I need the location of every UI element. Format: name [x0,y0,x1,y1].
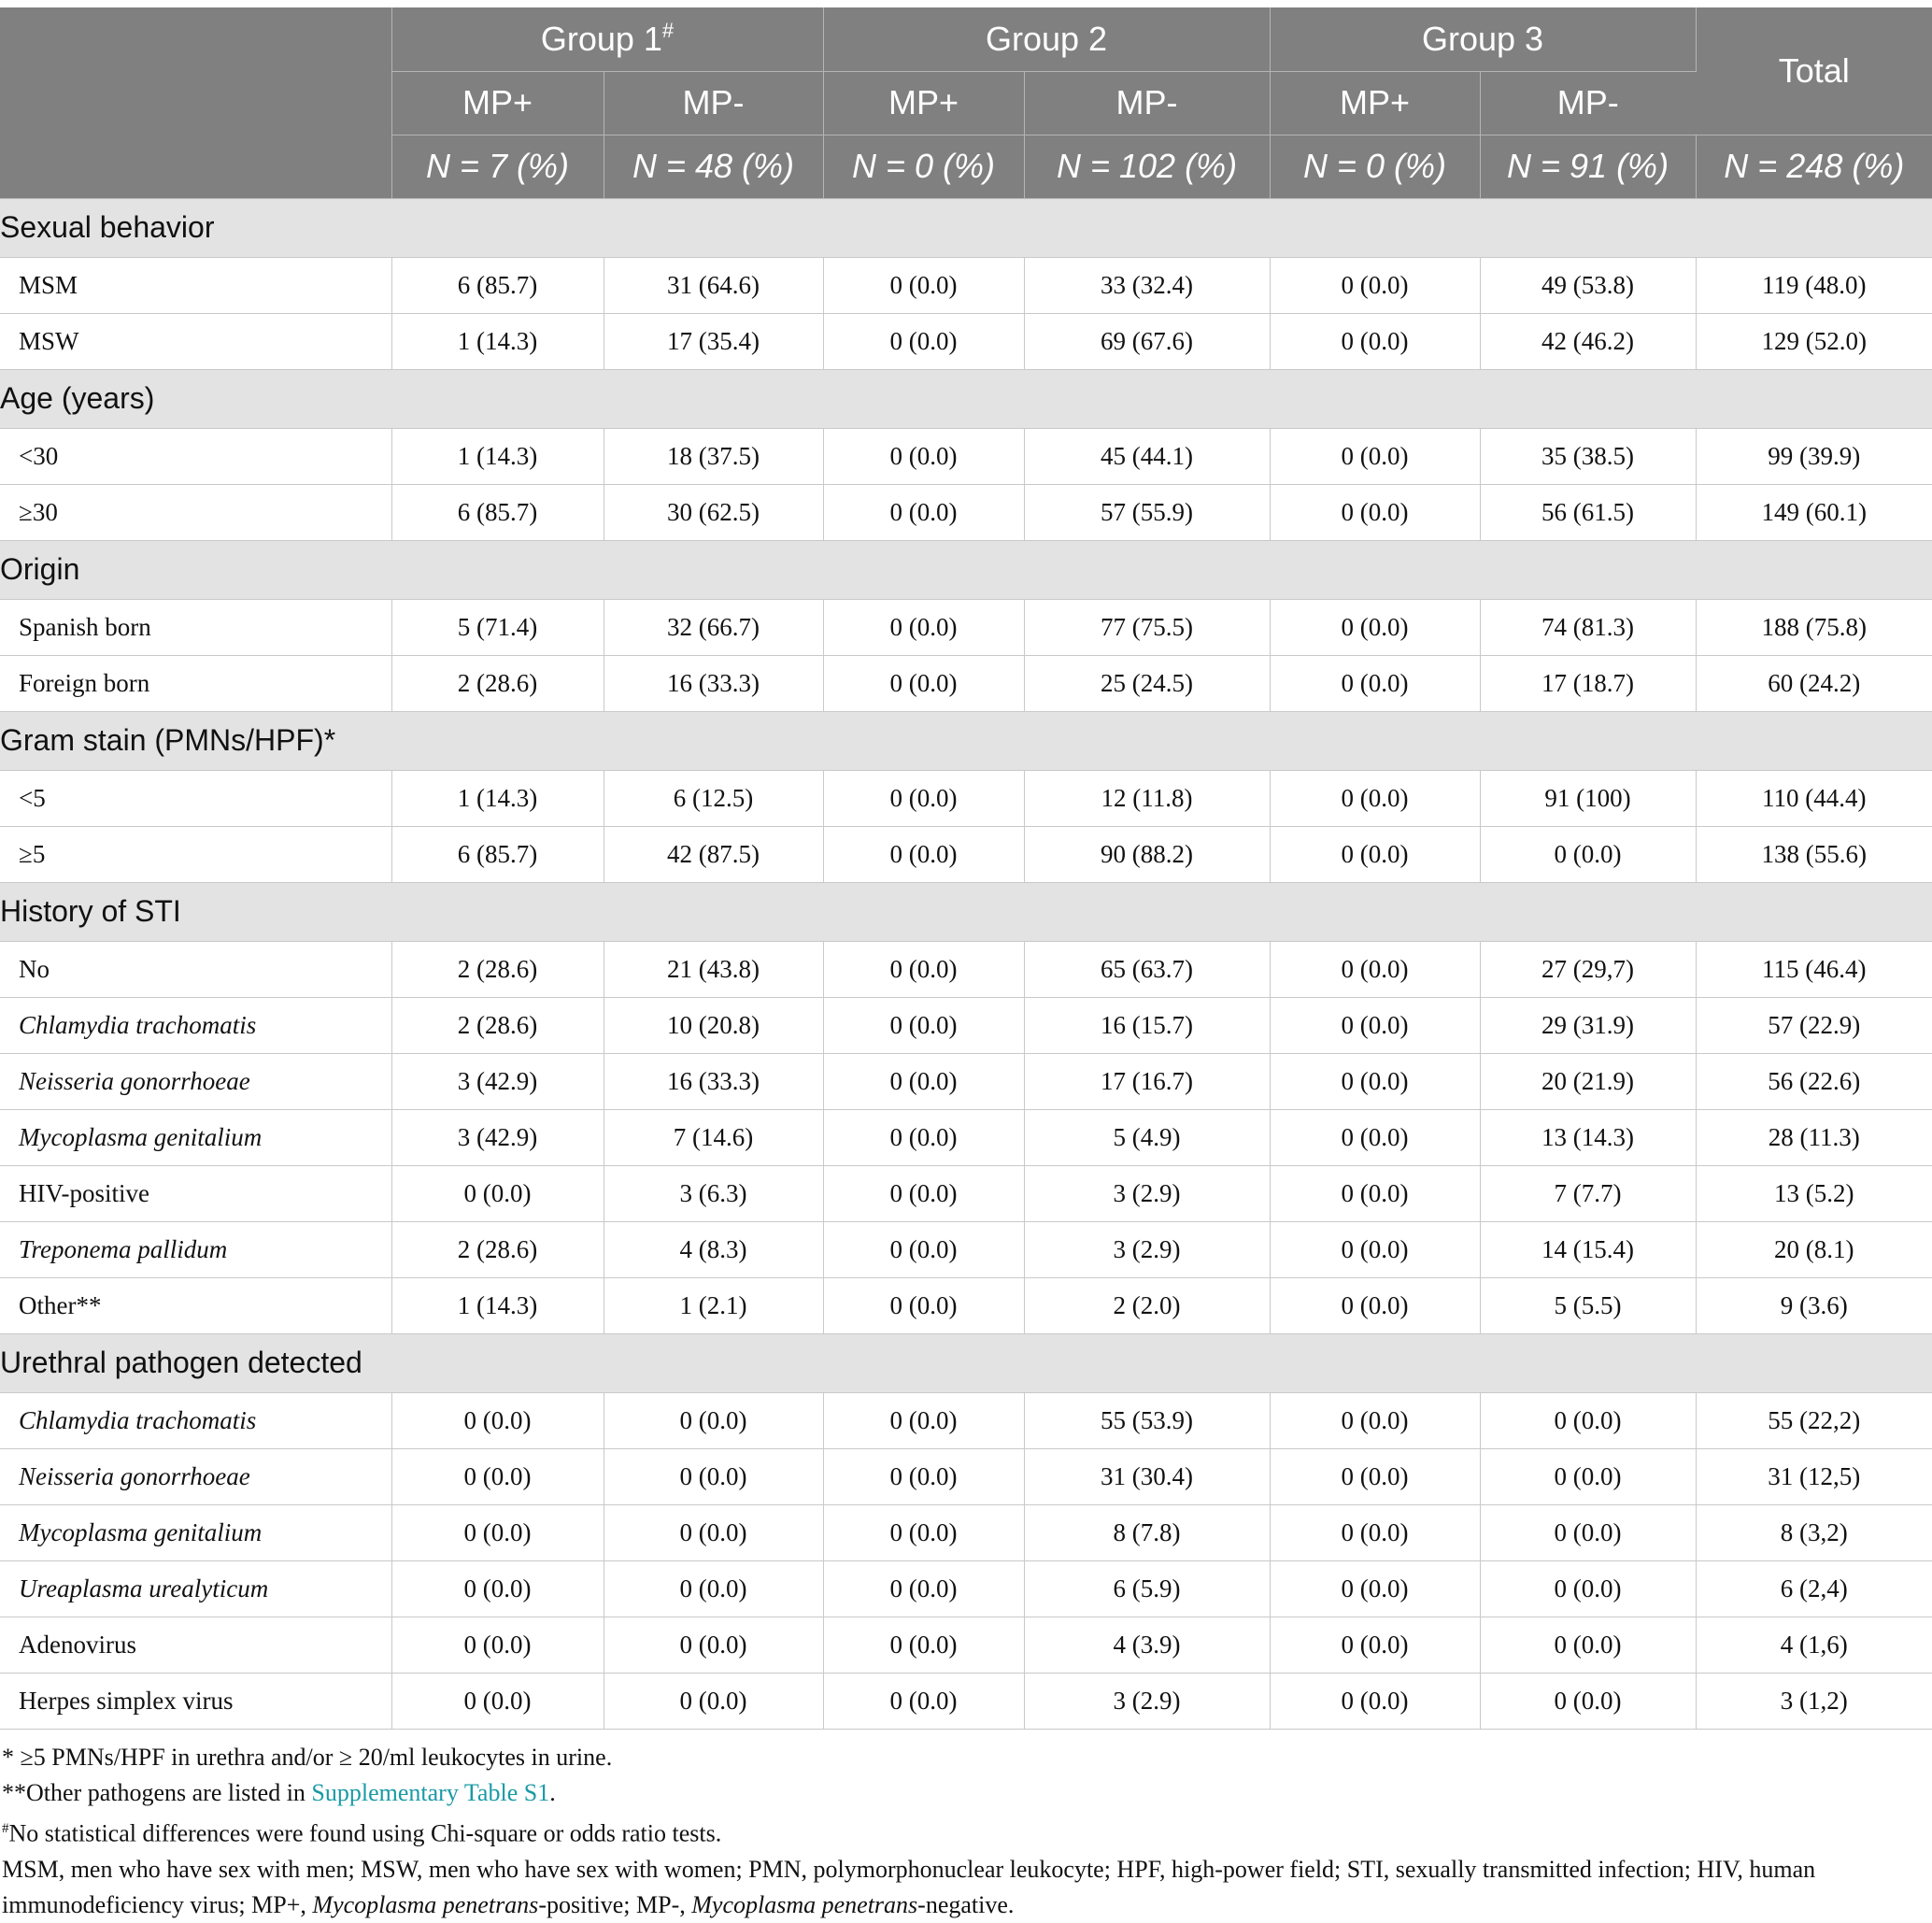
table-row [0,313,1932,369]
table-cell: 0 (0.0) [391,1165,604,1221]
footnote-statistics: #No statistical differences were found using Chi-square or odds ratio tests. [2,1819,722,1847]
table-cell: 29 (31.9) [1480,997,1696,1053]
table-cell: 0 (0.0) [823,484,1024,540]
table-row [0,257,1932,313]
table-row [0,599,1932,655]
table-cell: 0 (0.0) [391,1392,604,1448]
table-cell: 90 (88.2) [1024,826,1270,882]
table-cell: 16 (33.3) [604,1053,823,1109]
row-label: ≥5 [0,826,391,882]
table-row [0,1109,1932,1165]
table-cell: 2 (28.6) [391,1221,604,1277]
table-cell: 0 (0.0) [1270,1560,1480,1617]
table-cell: 9 (3.6) [1696,1277,1932,1333]
table-cell: 3 (2.9) [1024,1673,1270,1729]
table-cell: 0 (0.0) [1270,313,1480,369]
table-cell: 0 (0.0) [823,257,1024,313]
table-cell: 138 (55.6) [1696,826,1932,882]
table-cell: 17 (35.4) [604,313,823,369]
table-cell: 12 (11.8) [1024,770,1270,826]
row-label: MSM [0,257,391,313]
table-cell: 0 (0.0) [1270,257,1480,313]
row-label: Neisseria gonorrhoeae [0,1053,391,1109]
table-cell: 32 (66.7) [604,599,823,655]
table-cell: 0 (0.0) [1270,941,1480,997]
table-row [0,428,1932,484]
section-header-row [0,198,1932,257]
table-row [0,655,1932,711]
row-label: Treponema pallidum [0,1221,391,1277]
section-header-row [0,540,1932,599]
section-title: Sexual behavior [0,198,1932,257]
table-cell: 55 (53.9) [1024,1392,1270,1448]
table-cell: 16 (15.7) [1024,997,1270,1053]
table-cell: 8 (3,2) [1696,1504,1932,1560]
header-total: Total [1696,7,1932,135]
table-cell: 0 (0.0) [391,1448,604,1504]
row-label: ≥30 [0,484,391,540]
row-label: Adenovirus [0,1617,391,1673]
table-footnotes [2,1740,1926,1923]
table-cell: 0 (0.0) [823,1504,1024,1560]
row-label: Mycoplasma genitalium [0,1504,391,1560]
table-cell: 0 (0.0) [604,1673,823,1729]
table-cell: 13 (14.3) [1480,1109,1696,1165]
header-count: N = 102 (%) [1024,135,1270,198]
supplementary-table-link[interactable]: Supplementary Table S1 [311,1779,550,1806]
table-cell: 0 (0.0) [1270,1673,1480,1729]
table-cell: 0 (0.0) [1270,1277,1480,1333]
table-cell: 0 (0.0) [1480,826,1696,882]
table-cell: 20 (8.1) [1696,1221,1932,1277]
row-label: <5 [0,770,391,826]
table-cell: 1 (2.1) [604,1277,823,1333]
row-label: Chlamydia trachomatis [0,997,391,1053]
table-row [0,1392,1932,1448]
table-cell: 0 (0.0) [823,1109,1024,1165]
footnote-abbreviations: MSM, men who have sex with men; MSW, men who have sex with women; PMN, polymorphonuclear leukocyte; HPF, high-power field; STI, sexually transmitted infection; HIV, human immunodeficiency virus; MP+, Mycoplasma penetrans-positive; MP-, Mycoplasma penetrans-negative. [2,1855,1816,1918]
table-cell: 0 (0.0) [823,428,1024,484]
header-subgroup: MP- [1024,71,1270,135]
header-count: N = 7 (%) [391,135,604,198]
table-cell: 0 (0.0) [823,1277,1024,1333]
table-row [0,484,1932,540]
table-cell: 0 (0.0) [823,1673,1024,1729]
table-cell: 6 (85.7) [391,826,604,882]
table-cell: 57 (55.9) [1024,484,1270,540]
table-cell: 5 (5.5) [1480,1277,1696,1333]
table-cell: 115 (46.4) [1696,941,1932,997]
section-header-row [0,369,1932,428]
table-row [0,1221,1932,1277]
row-label: Chlamydia trachomatis [0,1392,391,1448]
header-subgroup: MP+ [823,71,1024,135]
row-label: Other** [0,1277,391,1333]
footnote-other-pathogens: **Other pathogens are listed in Supplementary Table S1. [2,1779,556,1806]
table-cell: 0 (0.0) [823,1165,1024,1221]
table-cell: 0 (0.0) [823,313,1024,369]
table-cell: 49 (53.8) [1480,257,1696,313]
header-subgroup: MP- [1480,71,1696,135]
row-label: HIV-positive [0,1165,391,1221]
table-cell: 2 (2.0) [1024,1277,1270,1333]
header-count: N = 0 (%) [823,135,1024,198]
table-cell: 77 (75.5) [1024,599,1270,655]
header-corner [0,7,391,198]
results-table [0,7,1932,1730]
table-cell: 74 (81.3) [1480,599,1696,655]
header-subgroup: MP+ [1270,71,1480,135]
table-cell: 0 (0.0) [1270,428,1480,484]
table-cell: 31 (64.6) [604,257,823,313]
table-cell: 0 (0.0) [823,1617,1024,1673]
table-cell: 0 (0.0) [1270,770,1480,826]
header-count: N = 0 (%) [1270,135,1480,198]
table-cell: 17 (16.7) [1024,1053,1270,1109]
table-cell: 17 (18.7) [1480,655,1696,711]
header-subgroup: MP- [604,71,823,135]
table-cell: 3 (1,2) [1696,1673,1932,1729]
table-cell: 0 (0.0) [1480,1392,1696,1448]
table-cell: 5 (71.4) [391,599,604,655]
table-cell: 0 (0.0) [1270,1165,1480,1221]
section-header-row [0,1333,1932,1392]
table-cell: 10 (20.8) [604,997,823,1053]
table-cell: 0 (0.0) [391,1617,604,1673]
table-cell: 4 (1,6) [1696,1617,1932,1673]
table-cell: 6 (85.7) [391,484,604,540]
table-cell: 0 (0.0) [1270,1109,1480,1165]
table-cell: 20 (21.9) [1480,1053,1696,1109]
table-cell: 13 (5.2) [1696,1165,1932,1221]
table-row [0,1448,1932,1504]
table-cell: 3 (6.3) [604,1165,823,1221]
table-cell: 2 (28.6) [391,997,604,1053]
table-cell: 1 (14.3) [391,1277,604,1333]
table-cell: 188 (75.8) [1696,599,1932,655]
table-cell: 0 (0.0) [391,1504,604,1560]
row-label: <30 [0,428,391,484]
table-cell: 129 (52.0) [1696,313,1932,369]
table-cell: 31 (12,5) [1696,1448,1932,1504]
table-cell: 28 (11.3) [1696,1109,1932,1165]
table-cell: 3 (42.9) [391,1053,604,1109]
table-cell: 0 (0.0) [1270,826,1480,882]
table-cell: 91 (100) [1480,770,1696,826]
table-cell: 21 (43.8) [604,941,823,997]
table-row [0,826,1932,882]
section-title: Urethral pathogen detected [0,1333,1932,1392]
table-cell: 5 (4.9) [1024,1109,1270,1165]
table-cell: 0 (0.0) [823,655,1024,711]
table-cell: 42 (87.5) [604,826,823,882]
table-cell: 2 (28.6) [391,655,604,711]
table-row [0,941,1932,997]
table-cell: 119 (48.0) [1696,257,1932,313]
table-cell: 0 (0.0) [1270,997,1480,1053]
table-row [0,770,1932,826]
table-cell: 56 (61.5) [1480,484,1696,540]
table-cell: 0 (0.0) [1270,1448,1480,1504]
section-title: Gram stain (PMNs/HPF)* [0,711,1932,770]
table-cell: 0 (0.0) [823,1221,1024,1277]
table-row [0,1673,1932,1729]
section-title: Age (years) [0,369,1932,428]
row-label: Ureaplasma urealyticum [0,1560,391,1617]
table-cell: 8 (7.8) [1024,1504,1270,1560]
table-cell: 0 (0.0) [391,1673,604,1729]
table-cell: 0 (0.0) [1270,484,1480,540]
table-cell: 30 (62.5) [604,484,823,540]
header-count: N = 248 (%) [1696,135,1932,198]
table-cell: 65 (63.7) [1024,941,1270,997]
table-cell: 0 (0.0) [604,1392,823,1448]
table-row [0,1617,1932,1673]
footnote-gram-stain: * ≥5 PMNs/HPF in urethra and/or ≥ 20/ml leukocytes in urine. [2,1744,613,1771]
table-cell: 55 (22,2) [1696,1392,1932,1448]
section-header-row [0,711,1932,770]
table-cell: 0 (0.0) [1480,1560,1696,1617]
table-cell: 0 (0.0) [1480,1448,1696,1504]
table-cell: 0 (0.0) [604,1560,823,1617]
table-cell: 45 (44.1) [1024,428,1270,484]
table-cell: 16 (33.3) [604,655,823,711]
table-cell: 110 (44.4) [1696,770,1932,826]
table-cell: 0 (0.0) [1480,1504,1696,1560]
table-row [0,997,1932,1053]
table-cell: 149 (60.1) [1696,484,1932,540]
table-cell: 60 (24.2) [1696,655,1932,711]
table-cell: 0 (0.0) [823,770,1024,826]
table-cell: 0 (0.0) [1270,1221,1480,1277]
header-subgroup: MP+ [391,71,604,135]
table-cell: 1 (14.3) [391,313,604,369]
table-cell: 99 (39.9) [1696,428,1932,484]
table-row [0,1504,1932,1560]
table-row [0,1560,1932,1617]
table-cell: 0 (0.0) [823,1053,1024,1109]
table-cell: 33 (32.4) [1024,257,1270,313]
table-cell: 6 (5.9) [1024,1560,1270,1617]
table-cell: 0 (0.0) [604,1448,823,1504]
table-cell: 0 (0.0) [1270,1504,1480,1560]
table-cell: 27 (29,7) [1480,941,1696,997]
table-cell: 42 (46.2) [1480,313,1696,369]
header-count: N = 91 (%) [1480,135,1696,198]
table-cell: 0 (0.0) [1270,1617,1480,1673]
table-cell: 0 (0.0) [1270,655,1480,711]
table-cell: 2 (28.6) [391,941,604,997]
table-cell: 0 (0.0) [823,599,1024,655]
row-label: Foreign born [0,655,391,711]
table-cell: 3 (2.9) [1024,1165,1270,1221]
table-row [0,1053,1932,1109]
table-row [0,1165,1932,1221]
table-cell: 0 (0.0) [823,1392,1024,1448]
row-label: Mycoplasma genitalium [0,1109,391,1165]
table-cell: 0 (0.0) [1270,1392,1480,1448]
table-cell: 3 (2.9) [1024,1221,1270,1277]
table-cell: 4 (8.3) [604,1221,823,1277]
table-cell: 0 (0.0) [1480,1617,1696,1673]
table-cell: 0 (0.0) [604,1504,823,1560]
table-cell: 7 (7.7) [1480,1165,1696,1221]
section-header-row [0,882,1932,941]
table-cell: 6 (12.5) [604,770,823,826]
header-count: N = 48 (%) [604,135,823,198]
table-cell: 31 (30.4) [1024,1448,1270,1504]
table-cell: 0 (0.0) [823,941,1024,997]
table-cell: 1 (14.3) [391,770,604,826]
table-cell: 0 (0.0) [391,1560,604,1617]
row-label: Neisseria gonorrhoeae [0,1448,391,1504]
row-label: Herpes simplex virus [0,1673,391,1729]
table-cell: 7 (14.6) [604,1109,823,1165]
table-cell: 6 (2,4) [1696,1560,1932,1617]
table-cell: 25 (24.5) [1024,655,1270,711]
table-cell: 0 (0.0) [823,826,1024,882]
table-row [0,1277,1932,1333]
table-cell: 0 (0.0) [1480,1673,1696,1729]
table-cell: 3 (42.9) [391,1109,604,1165]
table-cell: 0 (0.0) [1270,599,1480,655]
table-cell: 35 (38.5) [1480,428,1696,484]
table-cell: 6 (85.7) [391,257,604,313]
header-group-3: Group 3 [1270,7,1696,71]
table-cell: 0 (0.0) [1270,1053,1480,1109]
row-label: No [0,941,391,997]
table-cell: 0 (0.0) [823,1560,1024,1617]
table-cell: 18 (37.5) [604,428,823,484]
row-label: Spanish born [0,599,391,655]
table-cell: 0 (0.0) [823,1448,1024,1504]
table-cell: 14 (15.4) [1480,1221,1696,1277]
table-cell: 0 (0.0) [604,1617,823,1673]
table-cell: 57 (22.9) [1696,997,1932,1053]
table-cell: 1 (14.3) [391,428,604,484]
header-group-2: Group 2 [823,7,1270,71]
table-cell: 4 (3.9) [1024,1617,1270,1673]
table-cell: 69 (67.6) [1024,313,1270,369]
section-title: Origin [0,540,1932,599]
table-cell: 56 (22.6) [1696,1053,1932,1109]
header-group-1: Group 1# [391,7,823,71]
table-cell: 0 (0.0) [823,997,1024,1053]
row-label: MSW [0,313,391,369]
section-title: History of STI [0,882,1932,941]
